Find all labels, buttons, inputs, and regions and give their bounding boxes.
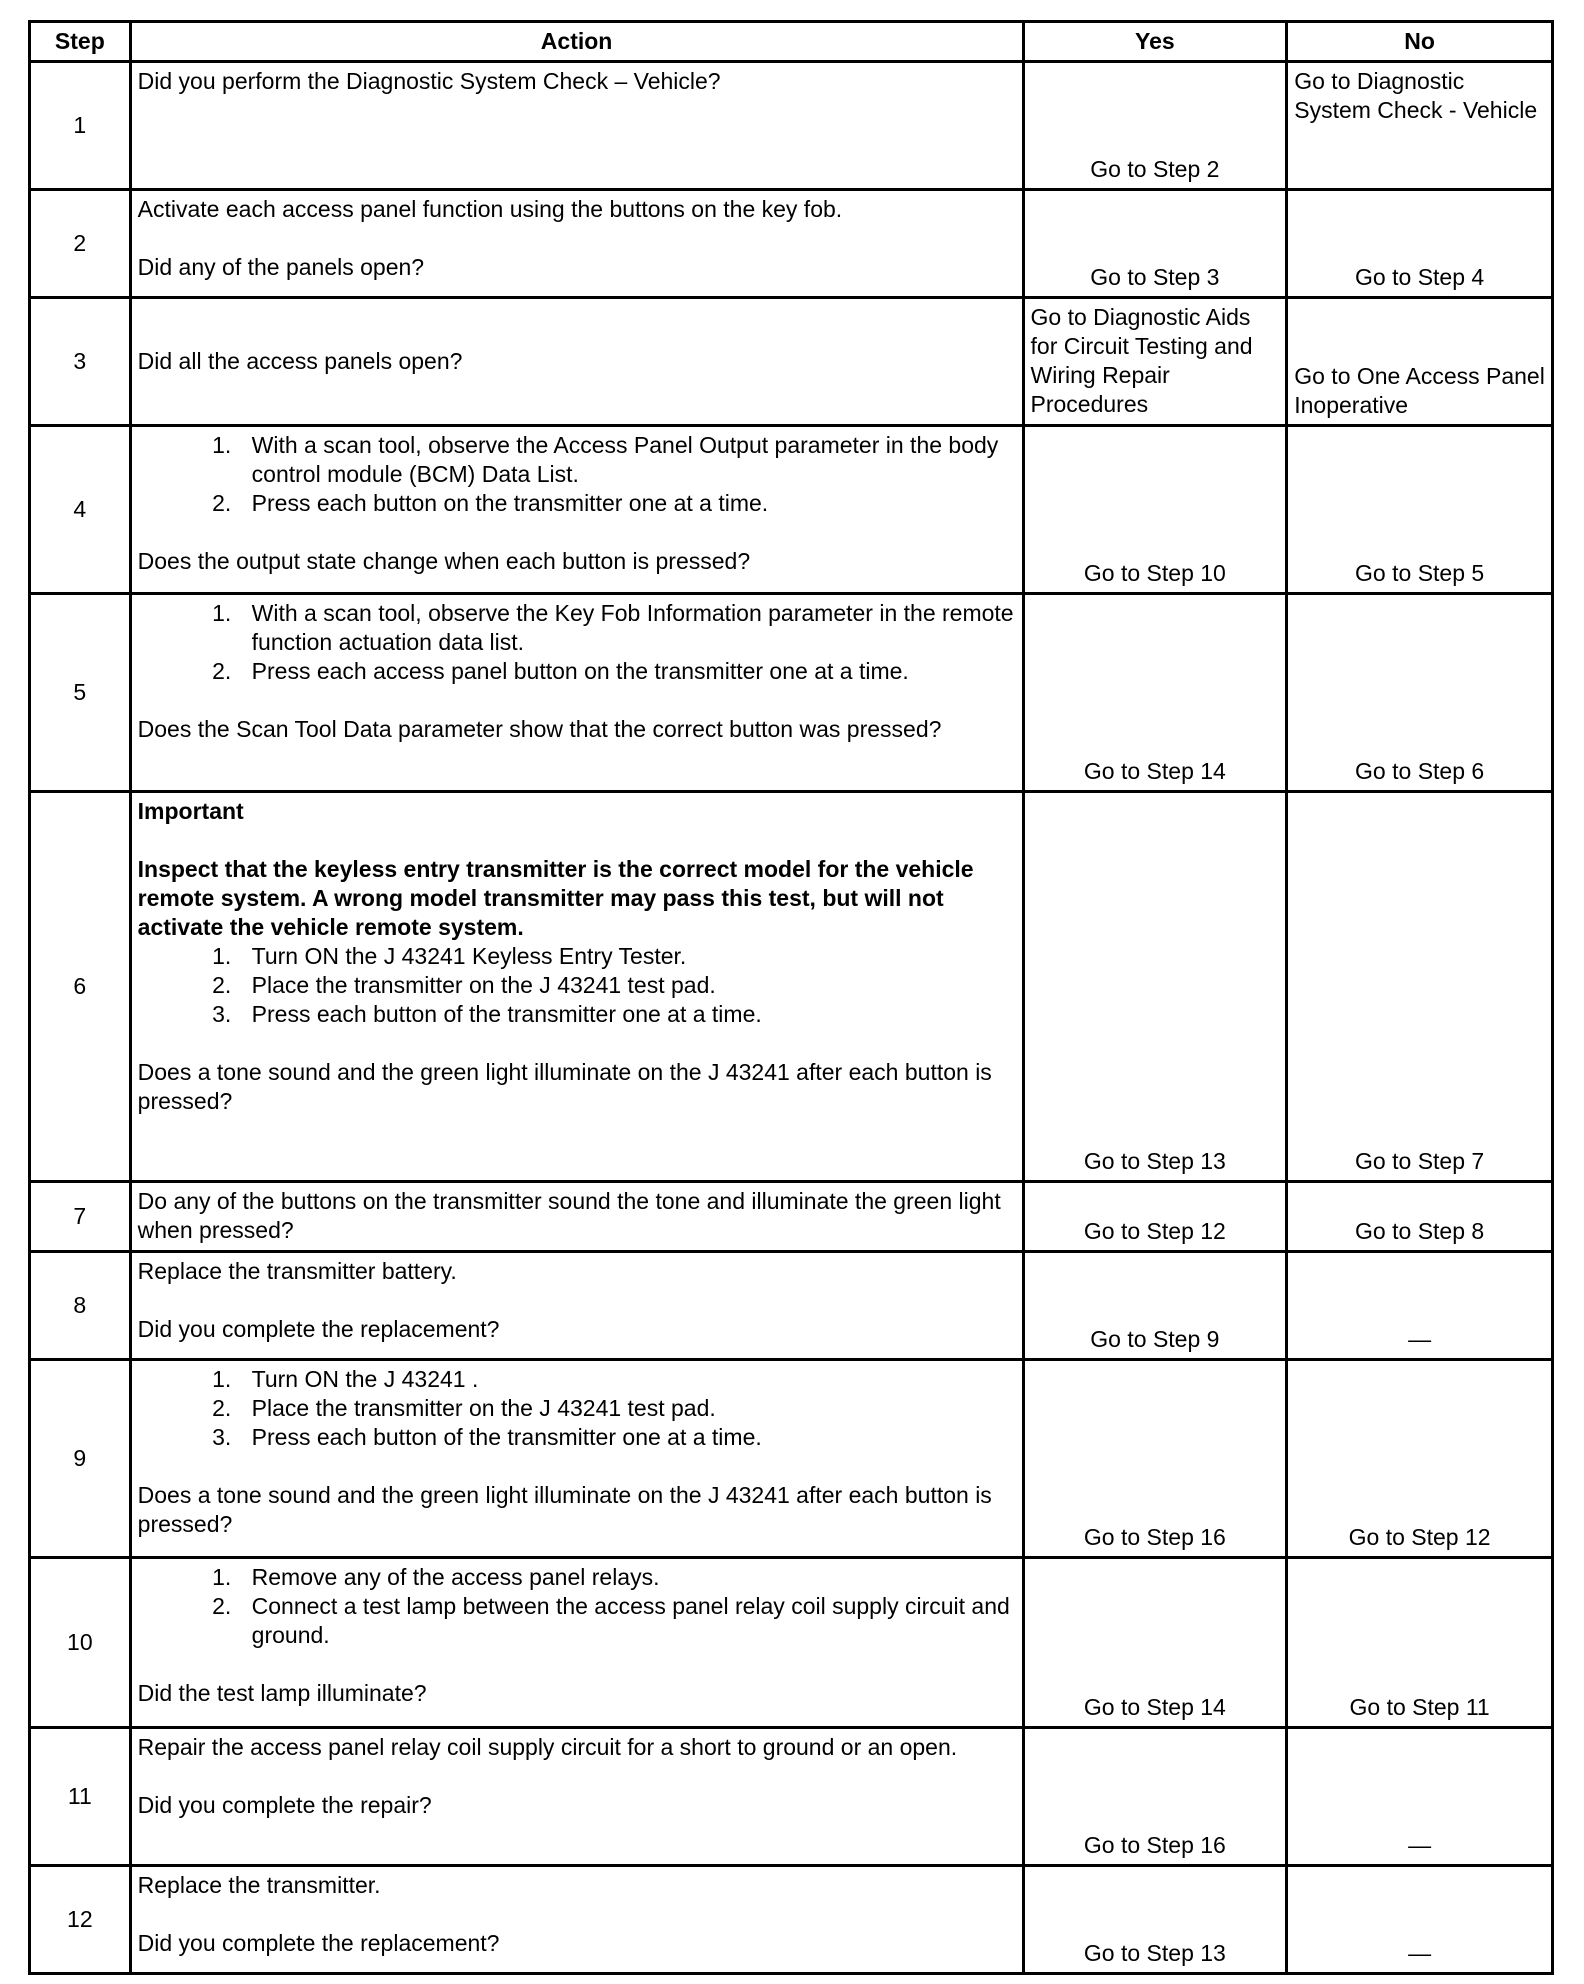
table-row	[30, 426, 1553, 594]
table-row	[30, 1728, 1553, 1866]
no-result: Go to Step 11	[1287, 1558, 1553, 1728]
action-cell	[130, 1558, 1023, 1728]
action-cell	[130, 298, 1023, 426]
step-number: 2	[30, 190, 131, 298]
yes-result: Go to Step 16	[1023, 1360, 1287, 1558]
yes-result: Go to Step 10	[1023, 426, 1287, 594]
yes-result: Go to Step 16	[1023, 1728, 1287, 1866]
action-question: Did you complete the replacement?	[137, 1930, 500, 1956]
action-question: Did all the access panels open?	[137, 348, 463, 374]
action-question: Does a tone sound and the green light illuminate on the J 43241 after each button is pressed?	[137, 1482, 992, 1537]
list-item: 1. Remove any of the access panel relays.	[238, 1563, 1016, 1592]
yes-result: Go to Step 12	[1023, 1182, 1287, 1252]
yes-result: Go to Step 13	[1023, 1866, 1287, 1974]
diagnostic-table	[28, 20, 1554, 1975]
table-row	[30, 190, 1553, 298]
list-item: 2. Place the transmitter on the J 43241 test pad.	[238, 971, 1016, 1000]
yes-result: Go to Diagnostic Aids for Circuit Testing and Wiring Repair Procedures	[1023, 298, 1287, 426]
action-cell	[130, 1866, 1023, 1974]
step-number: 9	[30, 1360, 131, 1558]
procedure-list	[138, 431, 1016, 518]
action-question: Did the test lamp illuminate?	[137, 1680, 427, 1706]
step-number: 4	[30, 426, 131, 594]
step-number: 8	[30, 1252, 131, 1360]
header-action: Action	[130, 22, 1023, 62]
action-cell	[130, 1182, 1023, 1252]
important-title: Important	[137, 798, 244, 824]
list-item: 1. Turn ON the J 43241 Keyless Entry Tester.	[238, 942, 1016, 971]
action-cell	[130, 1360, 1023, 1558]
action-question: Did any of the panels open?	[137, 254, 425, 280]
table-row	[30, 594, 1553, 792]
yes-result: Go to Step 9	[1023, 1252, 1287, 1360]
action-cell	[130, 594, 1023, 792]
no-result: Go to Step 6	[1287, 594, 1553, 792]
action-question: Does the Scan Tool Data parameter show that the correct button was pressed?	[137, 716, 942, 742]
procedure-list	[138, 942, 1016, 1029]
action-cell	[130, 1728, 1023, 1866]
action-question: Did you complete the repair?	[137, 1792, 432, 1818]
no-result: Go to Step 7	[1287, 792, 1553, 1182]
list-item: 1. With a scan tool, observe the Access Panel Output parameter in the body control module (BCM) Data List.	[238, 431, 1016, 489]
header-step: Step	[30, 22, 131, 62]
step-number: 1	[30, 62, 131, 190]
header-no: No	[1287, 22, 1553, 62]
table-header-row	[30, 22, 1553, 62]
action-question: Does the output state change when each button is pressed?	[137, 548, 751, 574]
step-number: 7	[30, 1182, 131, 1252]
list-item: 2. Press each access panel button on the transmitter one at a time.	[238, 657, 1016, 686]
step-number: 6	[30, 792, 131, 1182]
action-text: Repair the access panel relay coil supply circuit for a short to ground or an open.	[137, 1734, 958, 1760]
table-row	[30, 1558, 1553, 1728]
no-result: Go to Diagnostic System Check - Vehicle	[1287, 62, 1553, 190]
action-text: Replace the transmitter battery.	[137, 1258, 457, 1284]
list-item: 2. Place the transmitter on the J 43241 test pad.	[238, 1394, 1016, 1423]
list-item: 2. Press each button on the transmitter one at a time.	[238, 489, 1016, 518]
no-result: —	[1287, 1728, 1553, 1866]
table-row	[30, 1182, 1553, 1252]
header-yes: Yes	[1023, 22, 1287, 62]
table-row	[30, 62, 1553, 190]
list-item: 3. Press each button of the transmitter one at a time.	[238, 1000, 1016, 1029]
step-number: 3	[30, 298, 131, 426]
action-cell	[130, 426, 1023, 594]
table-row	[30, 792, 1553, 1182]
action-question: Did you perform the Diagnostic System Check – Vehicle?	[137, 68, 721, 94]
action-question: Did you complete the replacement?	[137, 1316, 500, 1342]
action-cell	[130, 1252, 1023, 1360]
yes-result: Go to Step 14	[1023, 594, 1287, 792]
action-cell	[130, 792, 1023, 1182]
step-number: 12	[30, 1866, 131, 1974]
no-result: Go to Step 4	[1287, 190, 1553, 298]
procedure-list	[138, 599, 1016, 686]
table-row	[30, 298, 1553, 426]
important-text: Inspect that the keyless entry transmitter is the correct model for the vehicle remote system. A wrong model transmitter may pass this test, but will not activate the vehicle remote system.	[137, 856, 974, 940]
procedure-list	[138, 1563, 1016, 1650]
action-question: Does a tone sound and the green light illuminate on the J 43241 after each button is pressed?	[137, 1059, 992, 1114]
no-result: Go to Step 5	[1287, 426, 1553, 594]
yes-result: Go to Step 2	[1023, 62, 1287, 190]
procedure-list	[138, 1365, 1016, 1452]
table-row	[30, 1252, 1553, 1360]
step-number: 10	[30, 1558, 131, 1728]
table-row	[30, 1866, 1553, 1974]
step-number: 5	[30, 594, 131, 792]
action-cell	[130, 190, 1023, 298]
no-result: —	[1287, 1252, 1553, 1360]
no-result: —	[1287, 1866, 1553, 1974]
action-text: Activate each access panel function using the buttons on the key fob.	[137, 196, 843, 222]
action-cell	[130, 62, 1023, 190]
action-question: Do any of the buttons on the transmitter sound the tone and illuminate the green light when pressed?	[137, 1188, 1001, 1243]
list-item: 2. Connect a test lamp between the access panel relay coil supply circuit and ground.	[238, 1592, 1016, 1650]
list-item: 3. Press each button of the transmitter one at a time.	[238, 1423, 1016, 1452]
action-text: Replace the transmitter.	[137, 1872, 381, 1898]
yes-result: Go to Step 3	[1023, 190, 1287, 298]
no-result: Go to Step 12	[1287, 1360, 1553, 1558]
step-number: 11	[30, 1728, 131, 1866]
yes-result: Go to Step 13	[1023, 792, 1287, 1182]
table-row	[30, 1360, 1553, 1558]
list-item: 1. With a scan tool, observe the Key Fob Information parameter in the remote function actuation data list.	[238, 599, 1016, 657]
no-result: Go to Step 8	[1287, 1182, 1553, 1252]
yes-result: Go to Step 14	[1023, 1558, 1287, 1728]
list-item: 1. Turn ON the J 43241 .	[238, 1365, 1016, 1394]
no-result: Go to One Access Panel Inoperative	[1287, 298, 1553, 426]
